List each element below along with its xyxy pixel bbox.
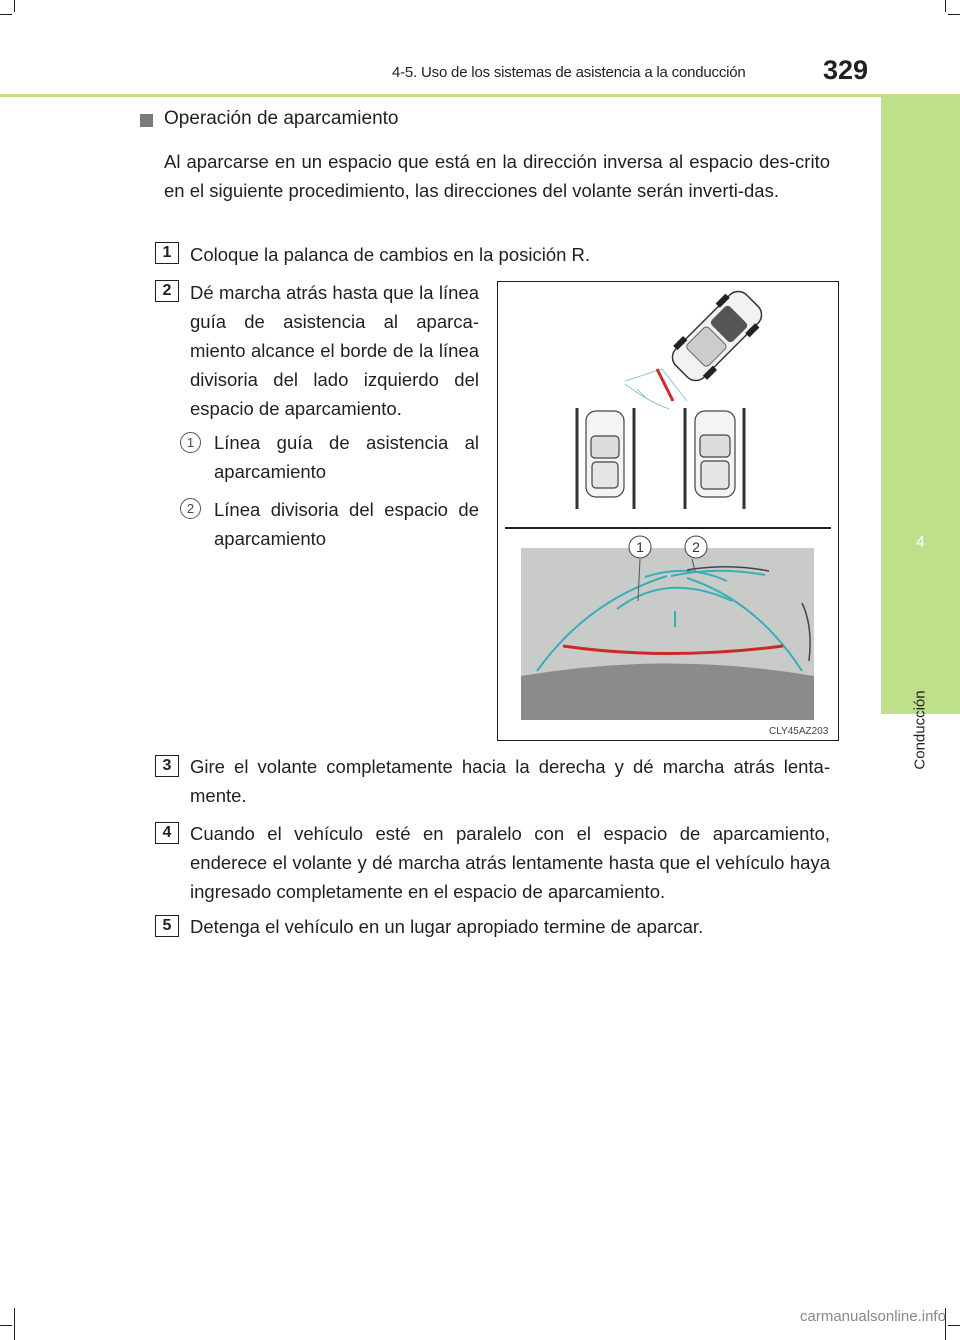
crop-mark bbox=[14, 0, 15, 12]
header-rule bbox=[0, 94, 960, 97]
parking-illustration bbox=[497, 281, 839, 741]
step-3-text: Gire el volante completamente hacia la derecha y dé marcha atrás lenta-mente. bbox=[190, 756, 830, 806]
crop-mark bbox=[948, 1325, 960, 1326]
crop-mark bbox=[14, 1308, 15, 1340]
crop-mark bbox=[948, 14, 960, 15]
intro-paragraph: Al aparcarse en un espacio que está en la dirección inversa al espacio des-crito en el siguiente procedimiento, las direcciones del volante serán inverti-das. bbox=[164, 151, 830, 201]
camera-view bbox=[521, 548, 814, 720]
step-5-badge: 5 bbox=[155, 915, 179, 937]
step-2-badge: 2 bbox=[155, 280, 179, 302]
chapter-label: Conducción bbox=[911, 690, 929, 770]
legend-1-text: Línea guía de asistencia al aparcamiento bbox=[214, 432, 479, 482]
step-3-badge: 3 bbox=[155, 755, 179, 777]
legend-2-number: 2 bbox=[180, 498, 201, 519]
footer-watermark: carmanualsonline.info bbox=[800, 1308, 946, 1325]
step-2-text: Dé marcha atrás hasta que la línea guía de asistencia al aparca-miento alcance el borde de la línea divisoria del lado izquierdo del espacio de aparcamiento. bbox=[190, 282, 479, 419]
step-4-badge: 4 bbox=[155, 822, 179, 844]
step-1-badge: 1 bbox=[155, 242, 179, 264]
crop-mark bbox=[0, 1325, 12, 1326]
chapter-number: 4 bbox=[916, 534, 925, 551]
parked-car-left bbox=[586, 411, 624, 497]
section-title: Operación de aparcamiento bbox=[164, 108, 399, 129]
step-5-text: Detenga el vehículo en un lugar apropiado termine de aparcar. bbox=[190, 916, 704, 937]
step-4-text: Cuando el vehículo esté en paralelo con el espacio de aparcamiento, enderece el volante y dé marcha atrás lentamente hasta que el vehículo haya ingresado completamente en el espacio de aparcamiento. bbox=[190, 823, 830, 902]
callout-1: 1 bbox=[636, 539, 644, 555]
parked-car-right bbox=[695, 411, 735, 497]
step-1-text: Coloque la palanca de cambios en la posición R. bbox=[190, 244, 591, 265]
header-section-title: 4-5. Uso de los sistemas de asistencia a la conducción bbox=[392, 64, 746, 81]
page-number: 329 bbox=[823, 55, 869, 85]
section-square-icon bbox=[140, 114, 153, 127]
callout-2: 2 bbox=[692, 539, 700, 555]
chapter-tab bbox=[881, 94, 960, 770]
crop-mark bbox=[0, 14, 12, 15]
legend-1-number: 1 bbox=[180, 432, 201, 453]
legend-2-text: Línea divisoria del espacio de aparcamiento bbox=[214, 499, 479, 549]
crop-mark bbox=[945, 0, 946, 12]
figure-code: CLY45AZ203 bbox=[769, 726, 829, 737]
